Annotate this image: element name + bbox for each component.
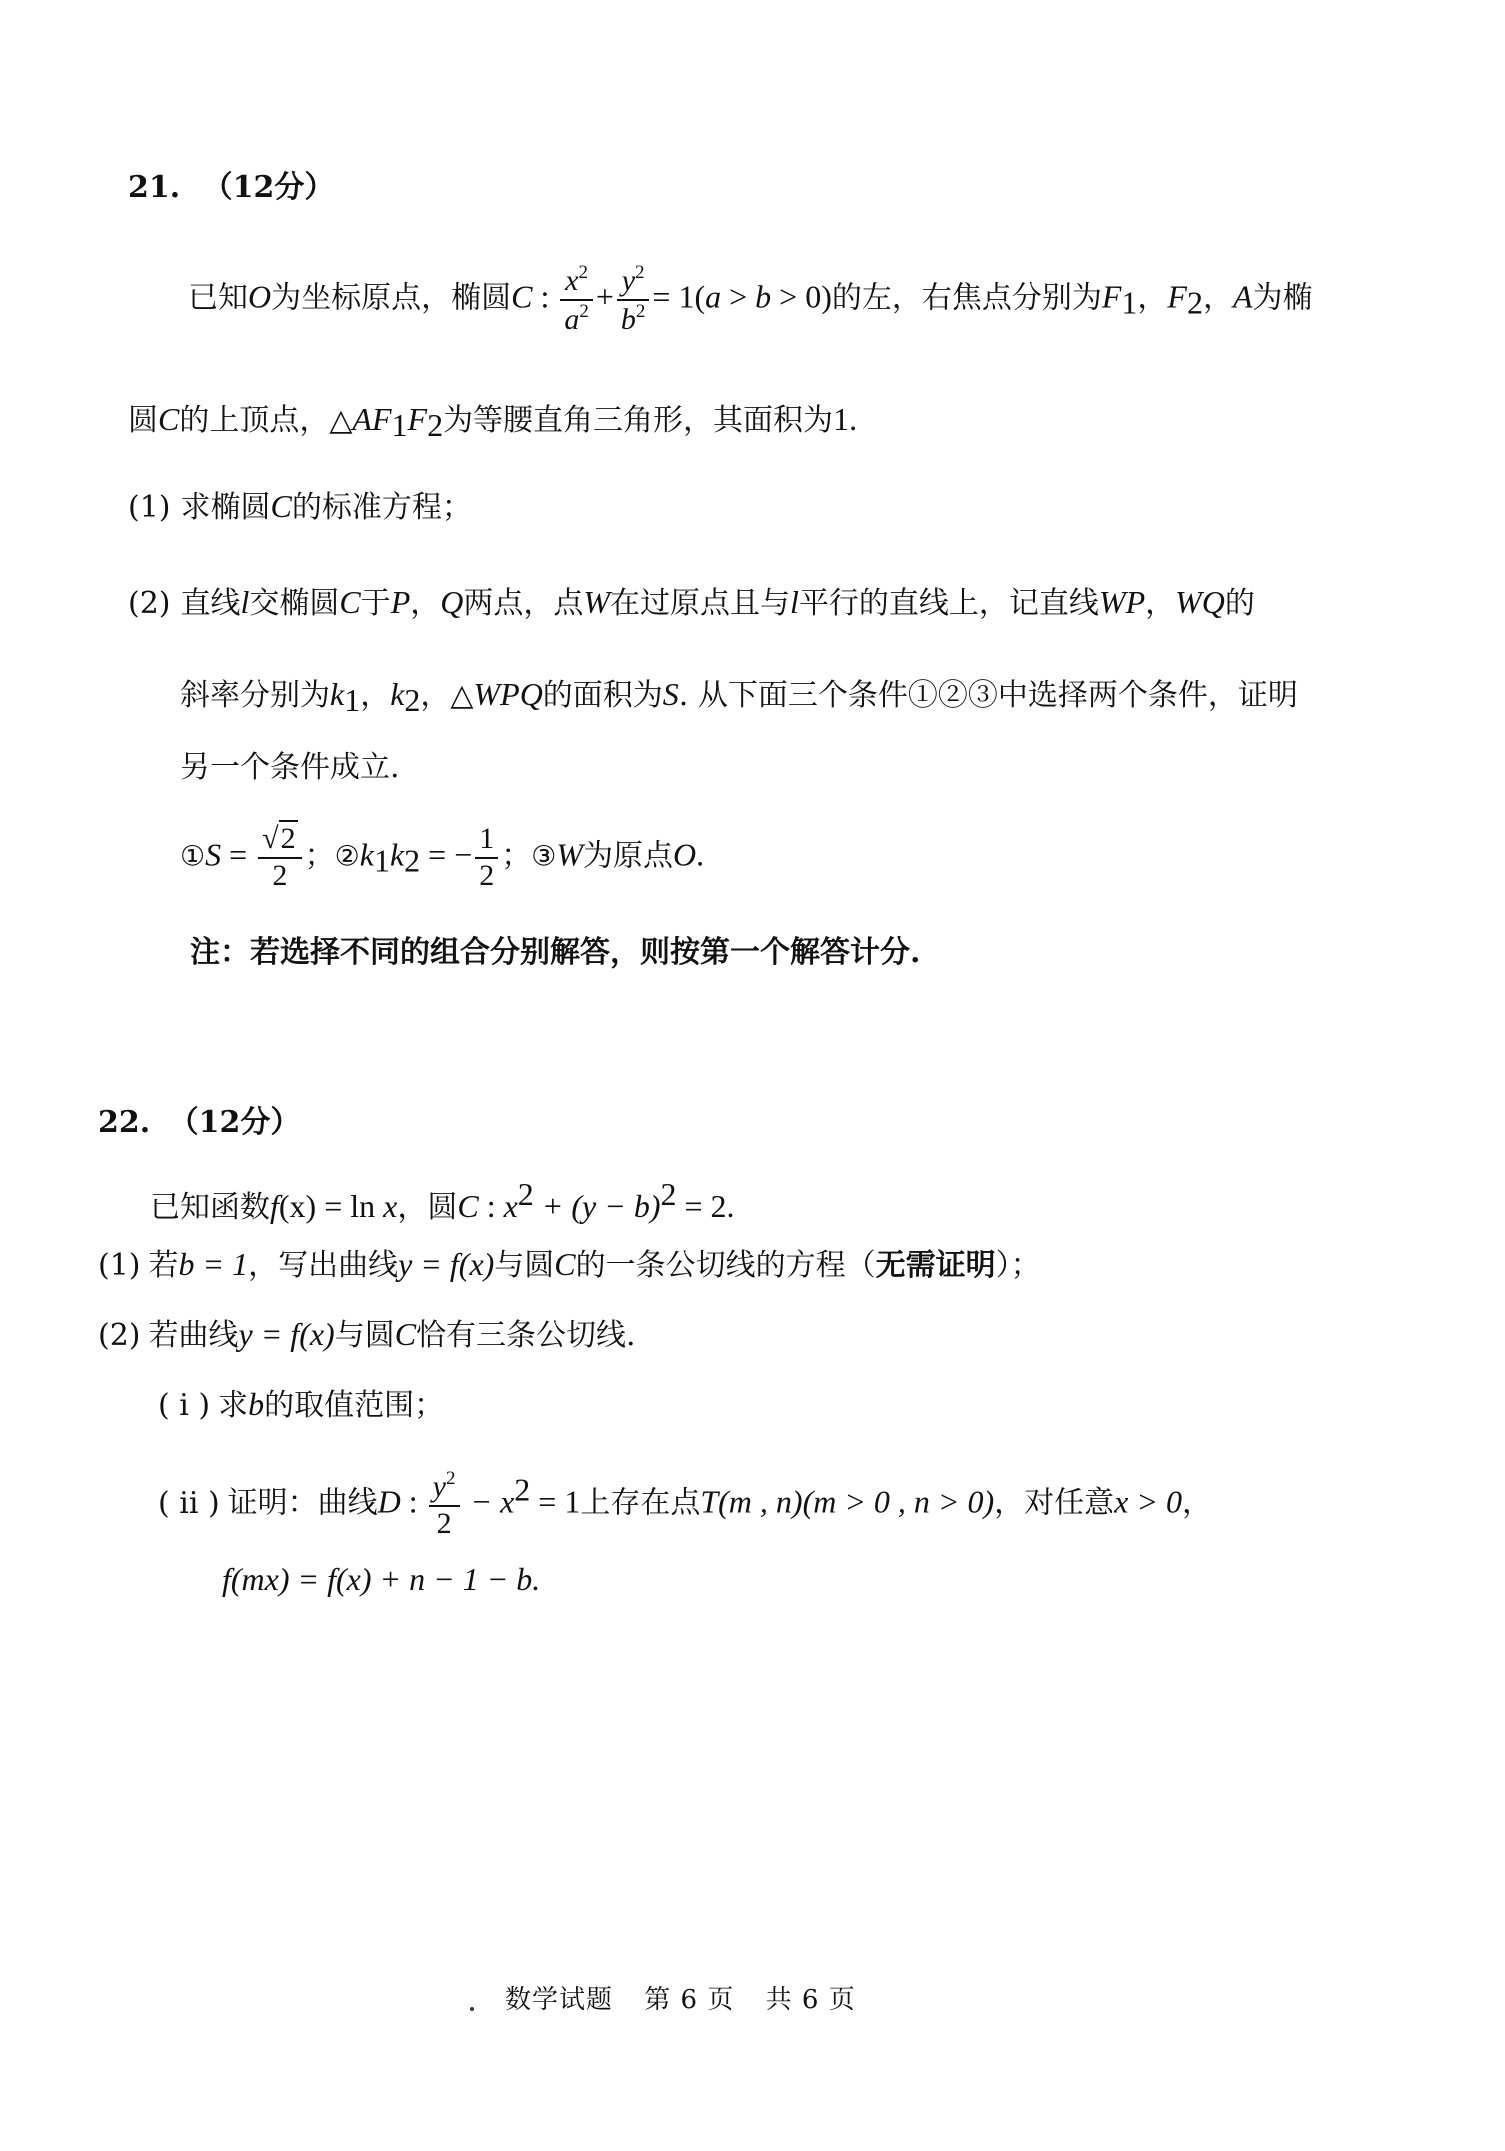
q22-part2-ii-line2: f(mx) = f(x) + n − 1 − b. (222, 1561, 541, 1597)
q22-number: 22. (98, 1105, 151, 1140)
q21-part2-line3: 另一个条件成立. (180, 750, 400, 785)
fraction-y2-b2: $\frac{y^2}{b^2}$ (617, 262, 650, 337)
q21-number: 21. (128, 170, 181, 205)
footer-subject: 数学试题 (505, 1985, 614, 2015)
fraction-sqrt2-over-2: $\frac{√2}{2}$ (258, 822, 301, 893)
footer-page: 第 6 页 (644, 1985, 735, 2015)
fraction-y2-over-2: $\frac{y^2}{2}$ (429, 1468, 460, 1541)
q21-stem-line1: 已知O为坐标原点，椭圆C : $\frac{x^2}{a^2}$ + $\frac{y^2}{b^2}$ = 1(a > b > 0)的左，右焦点分别为$F_1$，$F_2$，A为椭 (188, 262, 1313, 336)
q22-part2-i: ( i ) 求b的取值范围； (158, 1386, 445, 1423)
q22-stem: 已知函数f(x) = ln x，圆C : $x^2 + (y - b)^2 = 2$. (150, 1176, 735, 1225)
fraction-1-over-2: $\frac{1}{2}$ (475, 822, 498, 893)
q21-note: 注：若选择不同的组合分别解答，则按第一个解答计分. (190, 935, 921, 970)
fraction-x2-a2: $\frac{x^2}{a^2}$ (560, 262, 593, 337)
q21-stem-line2: 圆C的上顶点，$\triangle AF_1F_2$为等腰直角三角形，其面积为1. (128, 401, 858, 443)
q21-part1: (1) 求椭圆C的标准方程； (128, 488, 472, 525)
q21-part2-line1: (2) 直线l交椭圆C于P，Q两点，点W在过原点且与l平行的直线上，记直线WP，WQ的 (128, 584, 1255, 621)
q21-score: （12分） (202, 170, 335, 205)
q21-part2-line2: 斜率分别为$k_1$，$k_2$，△WPQ的面积为S. 从下面三个条件①②③中选择两个条件，证明 (180, 676, 1298, 718)
q22-header (98, 1105, 300, 1141)
q22-part1: (1) 若b = 1，写出曲线y = f(x)与圆C的一条公切线的方程（无需证明）； (98, 1246, 1041, 1283)
footer-dot (470, 2007, 474, 2011)
page-footer (505, 1985, 856, 2016)
q22-score: （12分） (168, 1105, 301, 1140)
footer-total: 共 6 页 (765, 1985, 856, 2015)
q21-conditions: ①S = $\frac{√2}{2}$ ；$②k_1k_2$ = − $\frac{1}{2}$ ；③W为原点O. (180, 822, 705, 892)
q21-header (128, 170, 334, 206)
q22-part2: (2) 若曲线y = f(x)与圆C恰有三条公切线. (98, 1316, 636, 1353)
q22-part2-ii-line1: ( ii ) 证明：曲线D : $\frac{y^2}{2}$ − $x^2 = 1$上存在点T(m , n)(m > 0 , n > 0)，对任意x > 0， (158, 1468, 1212, 1540)
